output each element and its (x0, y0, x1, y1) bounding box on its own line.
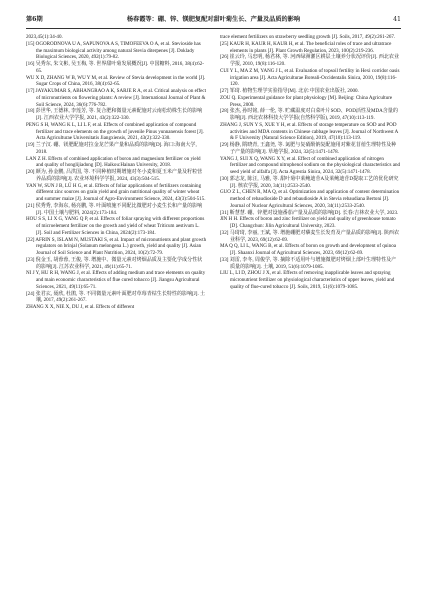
reference-entry: 2023,45(1):34-40. (26, 34, 63, 40)
reference-entry: [33] 刘雷, 李冬, 周俊学, 等. 摘除不适用叶与增施微肥对烤烟上部叶生理特性及产质量的影响[J]. 土壤, 2019, 51(6):1079-1085. (220, 256, 397, 270)
references-left-column (26, 34, 207, 311)
reference-entry: ZOU Q. Experimental guidance for plant physiology [M]. Beijing: China Agriculture Press, 2000. (220, 94, 393, 108)
reference-entry: YANG J, SUI X Q, WANG X Y, et al. Effect of combined application of nitrogen fertilizer and compound nitrophenol sodium on the physiological characteristics and seed yield of alfalfa [J]. Acta Agrestia Sinica, 2024, 32(5):1471-1478. (220, 155, 401, 175)
reference-entry: NI J Y, HU R H, WANG J, et al. Effects of adding medium and trace elements on quality and main economic characteristics of flue cured tobacco [J]. Jiangsu Agricultural Sciences, 2021, 49(11):65-71. (26, 270, 206, 290)
reference-entry: [24] 张君玄, 聂欣, 杜鹃, 等. 不同微量元素叶面肥对草莓青枯生长特性的影响[J]. 土壤, 2017, 49(2):261-267. (26, 290, 206, 304)
reference-entry: GUO Z L, CHEN R, MA Q, et al. Optimization and application of content determination method of rebaudioside D and rebaudioside A in Stevia rebaudiana Bertoni [J]. Journal of Nuclear Agricultural Sciences, 2020, 34(11):2533-2540. (220, 189, 400, 209)
reference-entry: [19] 兰子汉. 硼、镁肥配施对拉金龙芒果产量和品质的影响[D]. 海口:海南大学, 2018. (26, 142, 197, 155)
reference-entry: trace element fertilizers on strawberry seedling growth [J]. Soils, 2017, 49(2):261-267. (220, 34, 396, 40)
reference-entry: [26] 崔云玲, 马忠明, 杨君林, 等. 河西绿洲灌区耕层土壤养分状况评价[J]. 西北农业学报, 2010, 19(8):116-120. (220, 54, 400, 67)
reference-entry: [25] KAUR H, KAUR H, KAUR H, et al. The beneficial roles of trace and ultratrace elements in plants [J]. Plant Growth Regulation, 2023, 100(2):219-236. (220, 40, 392, 54)
reference-entry: [22] AFRIN S, ISLAM N, MUSTAKI S, et al. Impact of micronutrients and plant growth regulators on brinjal (Solanum melongena L.) growth, yield and quality [J]. Asian Journal of Soil Science and Plant Nutrition, 2024, 10(2):72-79. (26, 236, 207, 256)
reference-entry: [28] 张杰, 孙时铭, 薛一伦, 等. 贮藏温度对白菜叶片SOD、POD活性及MDA含量的影响[J]. 西北农林科技大学学报(自然科学版), 2019, 47(10):113-119. (220, 108, 398, 121)
page-number: 41 (393, 16, 401, 23)
reference-entry: ZHANG X X, NIE X, DU J, et al. Effects of different (26, 304, 135, 310)
reference-entry: [29] 杨静, 隋晓青, 王鑫尧, 等. 氮肥与复硝酚钠复配施用对紫花苜蓿生理特性及种子产量的影响[J]. 草地学报, 2024, 32(5):1471-1478. (220, 142, 397, 155)
reference-entry: [17] JAYAKUMAR S, ABHANGRAO A K, SARJE R A, et al. Critical analysis on effect of micronutrients on flowering plants: A review [J]. International Journal of Plant & Soil Science, 2024, 36(6):776-782. (26, 88, 207, 108)
header-rule (26, 28, 401, 29)
issue-label: 第6期 (26, 16, 43, 23)
reference-entry: [27] 邹琦. 植物生理学实验指导[M]. 北京:中国农业出版社, 2000. (220, 88, 359, 94)
reference-entry: JIN H H. Effects of boron and zinc fertilizer on yield and quality of greenhouse tomato [D]. Changchun: Jilin Agricultural University, 2023. (220, 216, 396, 229)
reference-entry: ZHANG J, SUN Y S, XUE Y H, et al. Effects of storage temperature on SOD and POD activities and MDA contents in Chinese cabbage leaves [J]. Journal of Northwest A & F University (Natural Science Edition), 2019, 47(10):113-119. (220, 121, 399, 142)
reference-entry: [30] 郭志龙, 陈汪, 马雅, 等. 甜叶菊中莱鲍迪苷A及莱鲍迪苷D提取工艺的优化研究[J]. 核农学报, 2020, 34(11):2533-2540. (220, 175, 399, 189)
reference-entry: HOU S S, LI X G, YANG Q P, et al. Effects of foliar spraying with different proportions of microelement fertilizer on the growth and yield of wheat Triticum aestivum L. [J]. Soil and Fertilizer Sciences in China, 2024(2):173-184. (26, 216, 205, 236)
reference-entry: [20] 颜为, 孙金鹏, 吕洪国, 等. 不同种植时期增施对冬小麦和夏玉米产量及籽粒营养品质的影响[J]. 农业环境科学学报, 2024, 43(3):504-515. (26, 169, 203, 182)
reference-entry: YAN W, SUN J B, LÜ H G, et al. Effects of foliar applications of fertilizers containing different zinc sources on grain yield and grain nutritional quality of winter wheat and summer maize [J]. Journal of Agro-Environment Science, 2024, 43(3):504-515. (26, 182, 206, 202)
reference-entry: [18] 彭世华, 王德林, 李莲芳, 等. 复合肥和微量元素配施对云南松幼株生长的影响[J]. 江西农业大学学报, 2021, 43(2):322-330. (26, 108, 203, 121)
reference-entry: LAN Z H. Effects of combined application of boron and magnesium fertilizer on yield and quality of honglijiadong [D]. Haikou:Hainan University, 2018. (26, 155, 201, 169)
reference-entry: [21] 侯秀秀, 李海东, 杨亮鹏, 等. 叶面喷施不同配比微肥对小麦生长和产量的影响[J]. 中国土壤与肥料, 2024(2):173-184. (26, 202, 203, 216)
reference-entry: PENG S H, WANG K L, LI L F, et al. Effects of combined application of compound fertilizer and trace elements on the growth of juvenile Pinus yunnanensis forest [J]. Acta Agriculturae Universitatis Jiangxiensis, 2021, 43(2):322-330. (26, 121, 204, 142)
references-right-column (220, 34, 401, 291)
running-header (26, 14, 401, 26)
reference-entry: [32] 马琦琦, 李丽, 王斌, 等. 增施硼肥对藜麦生长发育及产量品质的影响[J]. 陕西农业科学, 2023, 69(12):62-69. (220, 229, 400, 243)
reference-entry: [15] OGORODNOVA U A, SAPUNOVA A S, TIMOFEEVA O A, et al. Stevioside has the maximum biological activity among natural Stevia diterpenes [J]. Doklady Biological Sciences, 2020, 492(1):79-82. (26, 40, 201, 61)
reference-entry: [16] 吴秀东, 朱文彬, 吴玉梅, 等. 世界甜叶菊发展概况[J]. 中国糖料, 2016, 38(4):62-65. (26, 61, 204, 74)
reference-entry: MA Q Q, LI L, WANG B, et al. Effects of boron on growth and development of quinoa [J]. Shaanxi Journal of Agricultural Sciences, 2023, 69(12):62-69. (220, 243, 396, 256)
reference-entry: LIU L, LI D, ZHOU J X, et al. Effects of removing inapplicable leaves and spraying micronutrient fertilizer on physiological characteristics of upper leaves, yield and quality of flue-cured tobacco [J]. Soils, 2019, 51(6):1079-1085. (220, 270, 395, 290)
reference-entry: WU X D, ZHANG W B, WU Y M, et al. Review of Stevia development in the world [J]. Sugar Crops of China, 2016, 38(4):62-65. (26, 74, 206, 88)
reference-entry: [31] 靳慧慧. 硼、锌肥对设施番茄产量及品质的影响[D]. 长春:吉林农业大学, 2023. (220, 209, 399, 216)
reference-entry: [23] 倪金玉, 胡蓉蓉, 王俊, 等. 增施中、微量元素对烤烟品质及主要化学成分性状的影响[J]. 江苏农业科学, 2021, 49(11):65-71. (26, 256, 203, 270)
reference-entry: CUI Y L, MA Z M, YANG J L, et al. Evaluation of topsoil fertility in Hexi corridor oasis irrigation area [J]. Acta Agriculturae Boreali-Occidentalis Sinica, 2010, 19(8):116-120. (220, 67, 400, 88)
article-running-title: 杨春霞等：硼、锌、镁肥复配对甜叶菊生长、产量及品质的影响 (126, 16, 301, 23)
